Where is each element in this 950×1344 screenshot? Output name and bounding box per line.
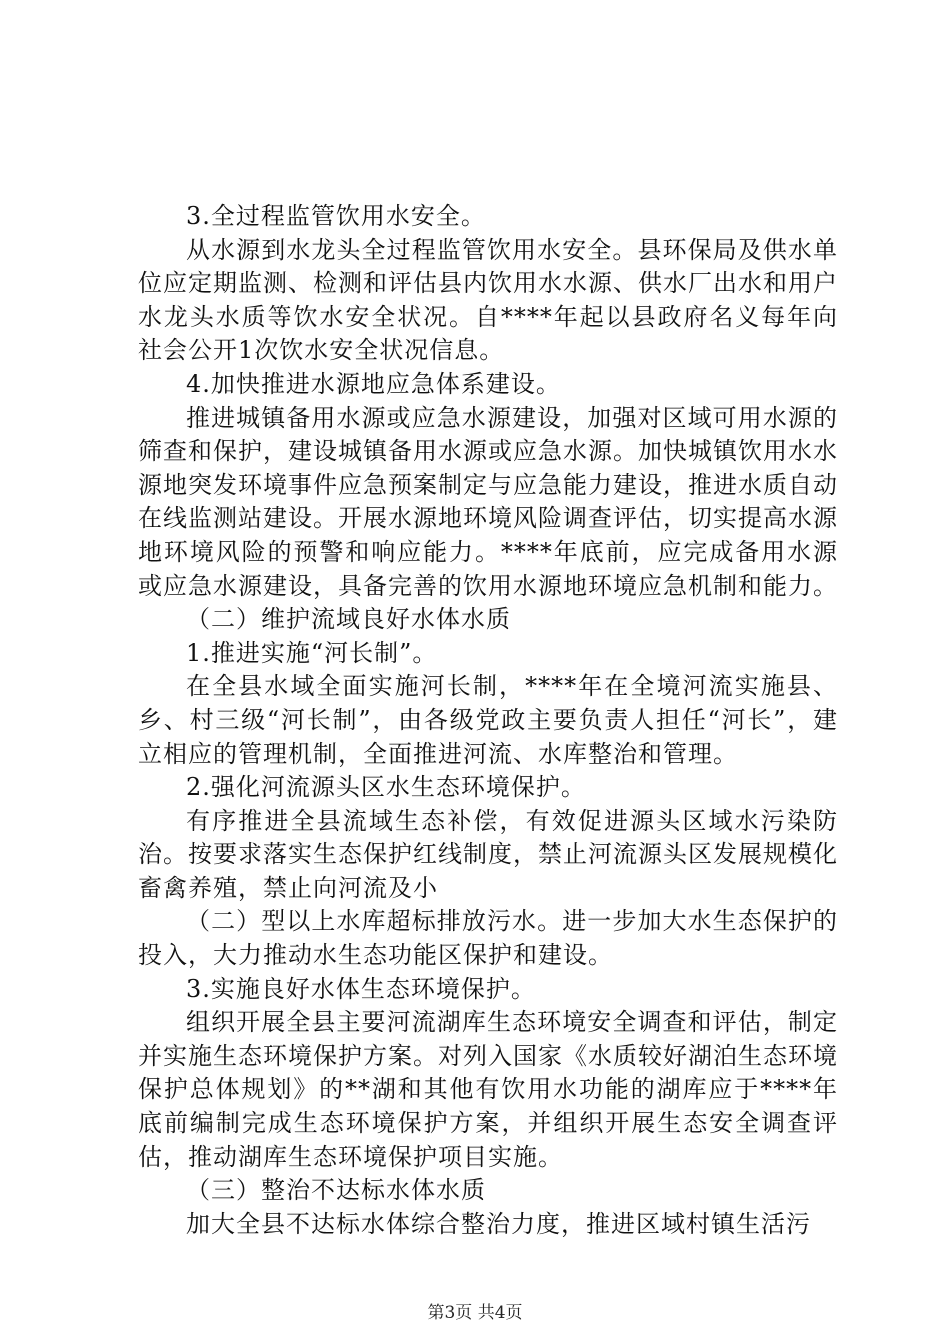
paragraph-substandard-water: 加大全县不达标水体综合整治力度，推进区域村镇生活污: [186, 1209, 811, 1238]
page-number-footer: 第3页 共4页: [427, 1303, 523, 1323]
section-title-substandard-water: （三）整治不达标水体水质: [186, 1176, 486, 1205]
paragraph-source-protection: 有序推进全县流域生态补偿，有效促进源头区域水污染防治。按要求落实生态保护红线制度，禁止河流源头区发展规模化畜禽养殖，禁止向河流及小: [138, 806, 838, 902]
paragraph-reservoir-discharge: （二）型以上水库超标排放污水。进一步加大水生态保护的投入，大力推动水生态功能区保护和建设。: [138, 907, 838, 970]
section-title-water-quality: （二）维护流域良好水体水质: [186, 605, 511, 634]
paragraph-drinking-water-supervision: 从水源到水龙头全过程监管饮用水安全。县环保局及供水单位应定期监测、检测和评估县内饮用水水源、供水厂出水和用户水龙头水质等饮水安全状况。自****年起以县政府名义每年向社会公开1次饮水安全状况信息。: [138, 235, 838, 365]
heading-river-chief: 1.推进实施“河长制”。: [186, 638, 438, 667]
heading-good-water-protection: 3.实施良好水体生态环境保护。: [186, 974, 536, 1003]
heading-drinking-water-supervision: 3.全过程监管饮用水安全。: [186, 202, 486, 230]
paragraph-river-chief: 在全县水域全面实施河长制，****年在全境河流实施县、乡、村三级“河长制”，由各级党政主要负责人担任“河长”，建立相应的管理机制，全面推进河流、水库整治和管理。: [138, 672, 838, 768]
document-body: [138, 200, 838, 1241]
heading-emergency-system: 4.加快推进水源地应急体系建设。: [186, 369, 561, 398]
heading-source-protection: 2.强化河流源头区水生态环境保护。: [186, 773, 586, 802]
paragraph-emergency-system: 推进城镇备用水源或应急水源建设，加强对区域可用水源的筛查和保护，建设城镇备用水源或应急水源。加快城镇饮用水水源地突发环境事件应急预案制定与应急能力建设，推进水质自动在线监测站建设。开展水源地环境风险调查评估，切实提高水源地环境风险的预警和响应能力。****年底前，应完成备用水源或应急水源建设，具备完善的饮用水源地环境应急机制和能力。: [138, 403, 838, 600]
paragraph-good-water-protection: 组织开展全县主要河流湖库生态环境安全调查和评估，制定并实施生态环境保护方案。对列入国家《水质较好湖泊生态环境保护总体规划》的**湖和其他有饮用水功能的湖库应于****年底前编制完成生态环境保护方案，并组织开展生态安全调查评估，推动湖库生态环境保护项目实施。: [138, 1008, 838, 1171]
